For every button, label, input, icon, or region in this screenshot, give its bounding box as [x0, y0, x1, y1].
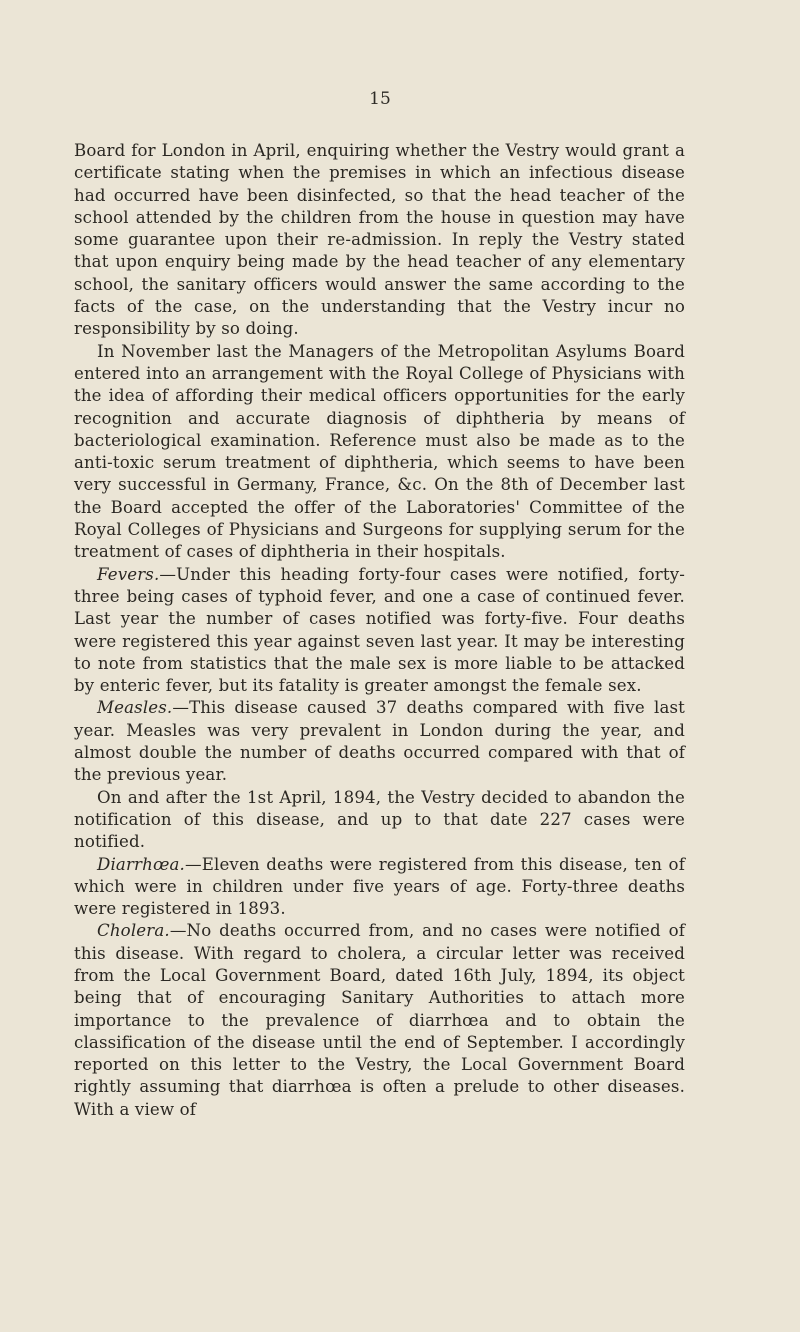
section-heading-cholera: Cholera.	[97, 921, 170, 941]
paragraph-measles	[74, 697, 685, 786]
paragraph-text: On and after the 1st April, 1894, the Vestry decided to abandon the notification of this disease, and up to that date 227 cases were notified.	[74, 787, 685, 852]
paragraph-diarrhoea	[74, 854, 685, 921]
paragraph-text: In November last the Managers of the Metropolitan Asylums Board entered into an arrangement with the Royal College of Physicians with the idea of affording their medical officers opportunities for the early recognition and accurate diagnosis of diphtheria by means of bacteriological examination. Reference must also be made as to the anti-toxic serum treatment of diphtheria, which seems to have been very successful in Germany, France, &c. On the 8th of December last the Board accepted the offer of the Laboratories' Committee of the Royal Colleges of Physicians and Surgeons for supplying serum for the treatment of cases of diphtheria in their hospitals.	[74, 341, 685, 562]
paragraph-text: —Under this heading forty-four cases were notified, forty-three being cases of typhoid fever, and one a case of continued fever. Last year the number of cases notified was forty-five. Four deaths were registered this year against seven last year. It may be interesting to note from statistics that the male sex is more liable to be attacked by enteric fever, but its fatality is greater amongst the female sex.	[74, 564, 685, 696]
paragraph-text: —This disease caused 37 deaths compared with five last year. Measles was very prevalent in London during the year, and almost double the number of deaths occurred compared with that of the previous year.	[74, 698, 685, 785]
body-text	[74, 140, 685, 1121]
paragraph-text: —Eleven deaths were registered from this disease, ten of which were in children under five years of age. Forty-three deaths were registered in 1893.	[74, 854, 685, 919]
paragraph-continuation	[74, 140, 685, 341]
paragraph-measles-notification	[74, 787, 685, 854]
section-heading-diarrhoea: Diarrhœa.	[97, 854, 185, 874]
page-number: 15	[369, 89, 391, 109]
paragraph-fevers	[74, 564, 685, 698]
paragraph-text: Board for London in April, enquiring whether the Vestry would grant a certificate stating when the premises in which an infectious disease had occurred have been disinfected, so that the head teacher of the school attended by the children from the house in question may have some guarantee upon their re-admission. In reply the Vestry stated that upon enquiry being made by the head teacher of any elementary school, the sanitary officers would answer the same according to the facts of the case, on the understanding that the Vestry incur no responsibility by so doing.	[74, 141, 685, 339]
paragraph-text: —No deaths occurred from, and no cases were notified of this disease. With regard to cholera, a circular letter was received from the Local Government Board, dated 16th July, 1894, its object being that of encouraging Sanitary Authorities to attach more importance to the prevalence of diarrhœa and to obtain the classification of the disease until the end of September. I accordingly reported on this letter to the Vestry, the Local Government Board rightly assuming that diarrhœa is often a prelude to other diseases. With a view of	[74, 921, 685, 1119]
section-heading-measles: Measles.	[97, 698, 173, 718]
paragraph-cholera	[74, 920, 685, 1121]
paragraph-metropolitan-asylums	[74, 341, 685, 564]
section-heading-fevers: Fevers.	[97, 564, 160, 584]
